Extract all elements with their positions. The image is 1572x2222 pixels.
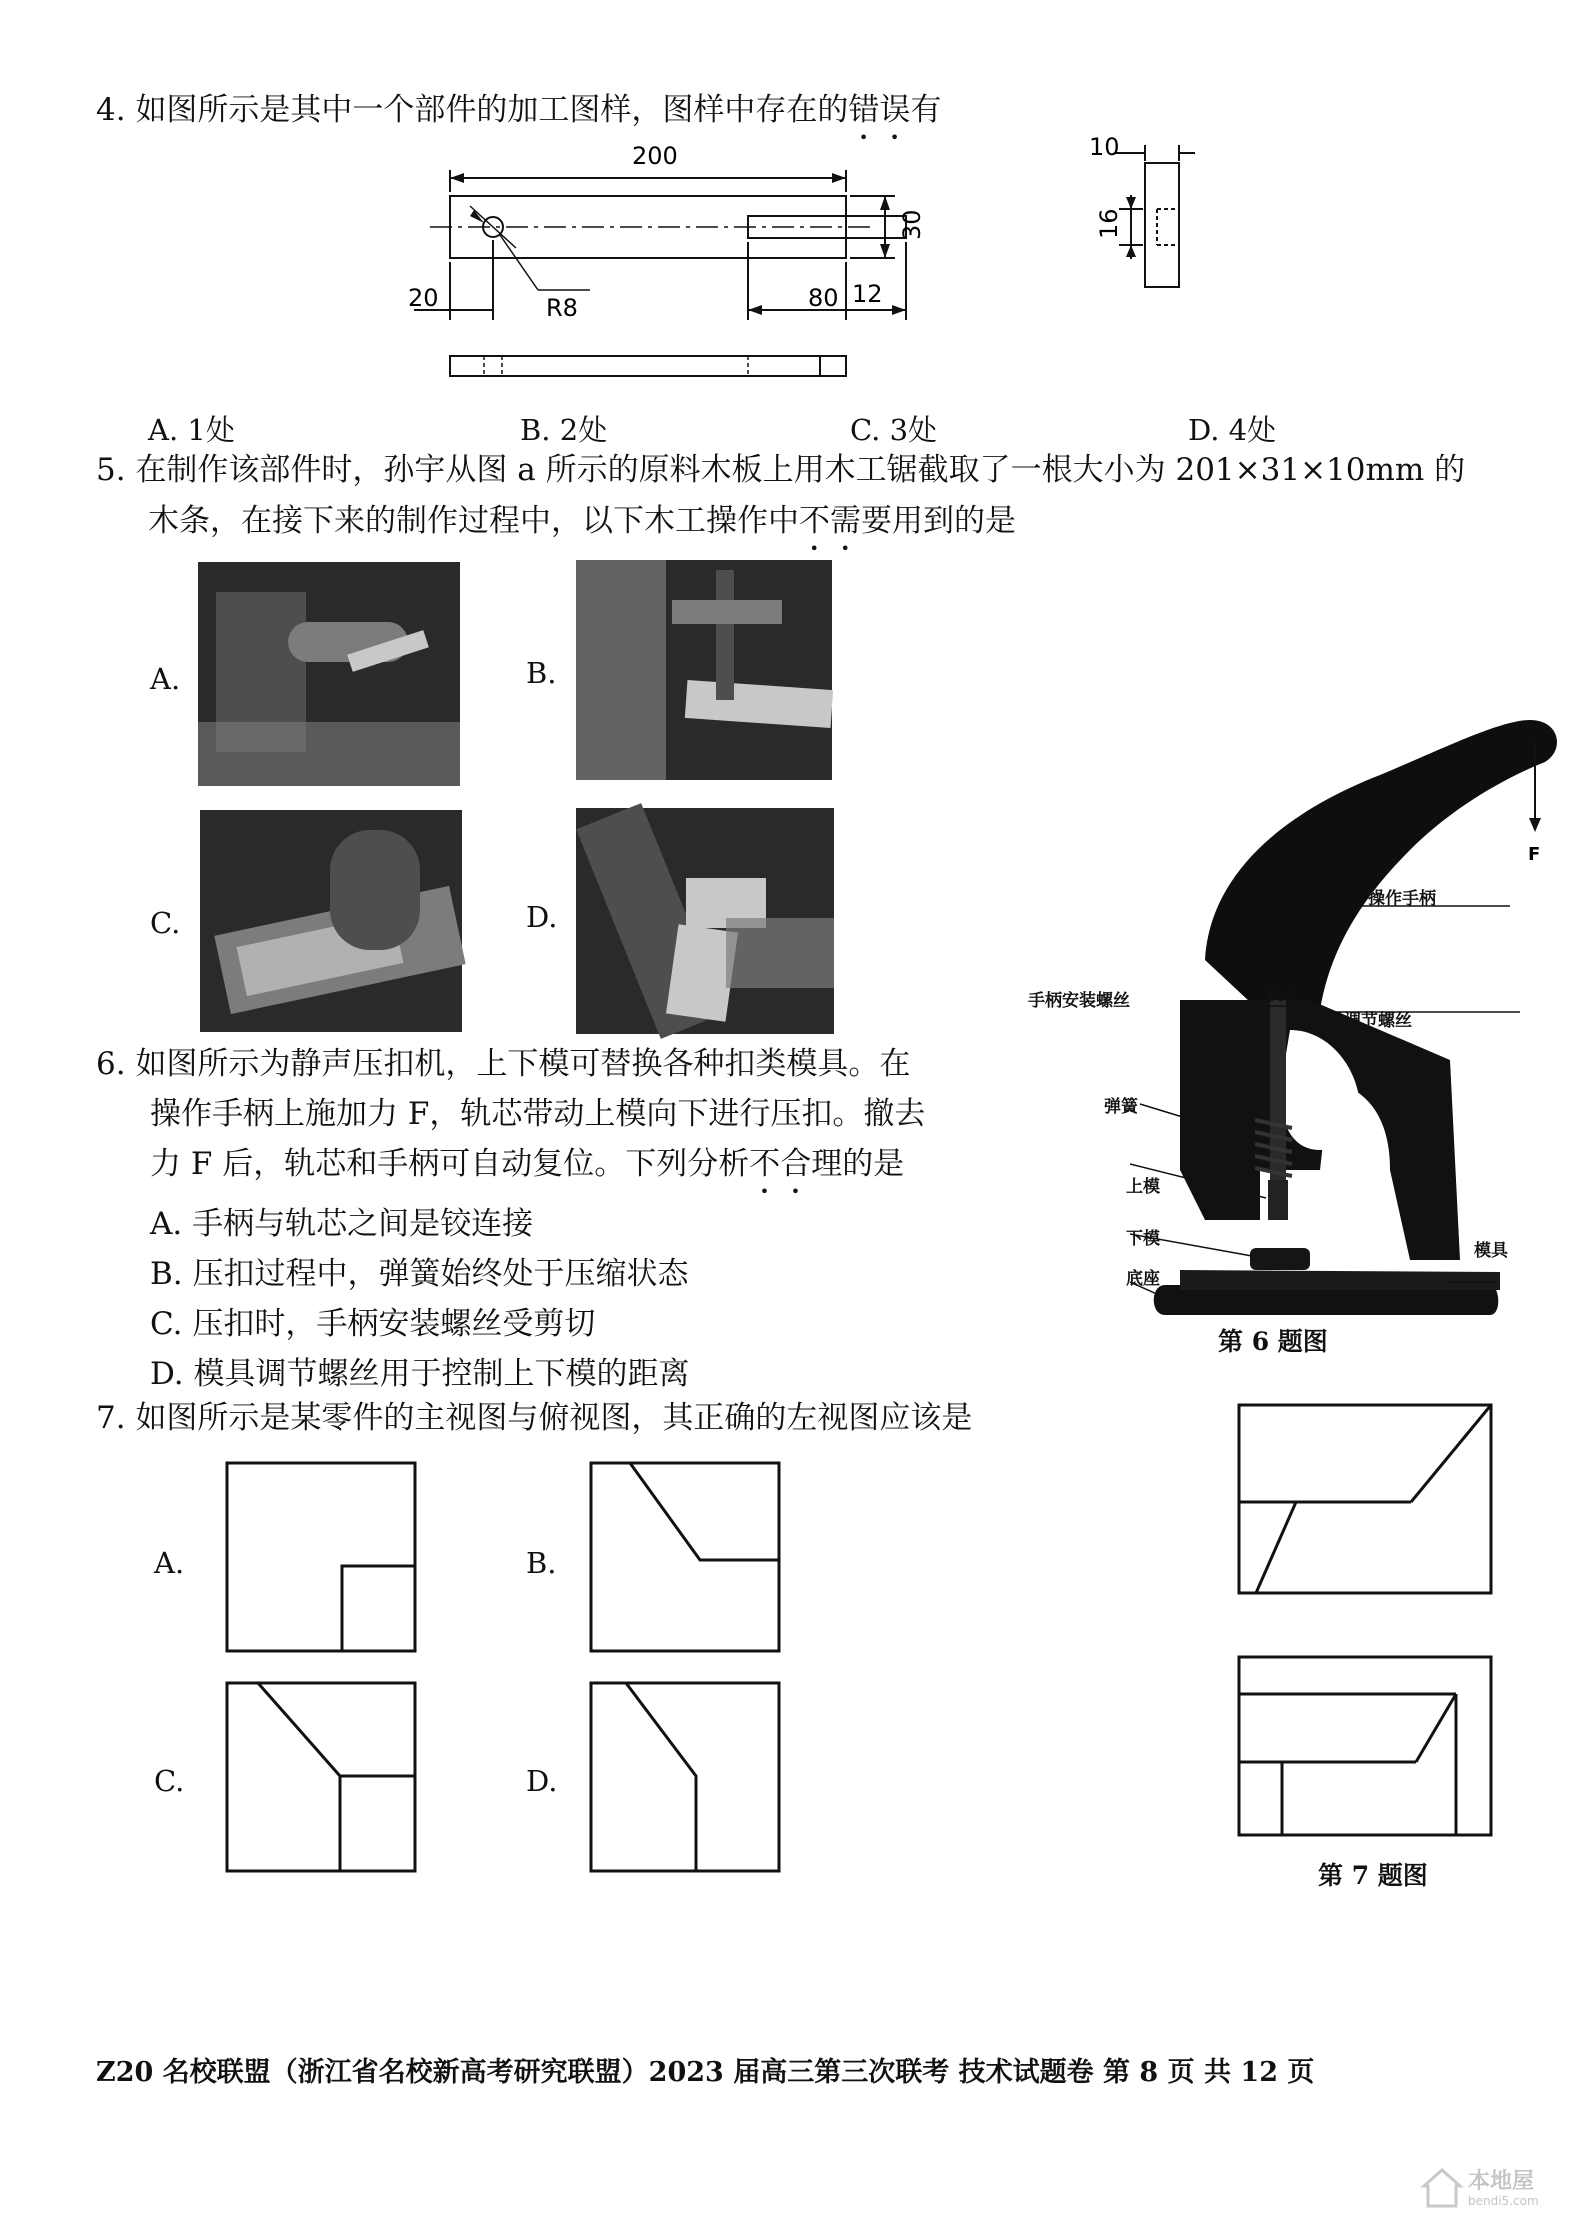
label-core: 轨芯: [1266, 985, 1300, 1005]
label-lower-die: 下模: [1126, 1229, 1160, 1249]
force-label: F: [1528, 844, 1541, 865]
q5-stem-line2: 木条，在接下来的制作过程中，以下木工操作中不需要用到的是: [148, 503, 1016, 539]
q6-option-c[interactable]: C. 压扣时，手柄安装螺丝受剪切: [150, 1306, 596, 1342]
q5-option-c-label[interactable]: C.: [150, 906, 181, 940]
house-icon: [1420, 2166, 1464, 2210]
q5-stem-line1: 5. 在制作该部件时，孙宇从图 a 所示的原料木板上用木工锯截取了一根大小为 201×31×10mm 的: [96, 452, 1466, 488]
q5-option-b-label[interactable]: B.: [526, 656, 557, 690]
q7-option-c-view[interactable]: [224, 1680, 420, 1876]
q6-caption: 第 6 题图: [1218, 1327, 1328, 1356]
dim-30: 30: [898, 209, 926, 240]
q6-option-d[interactable]: D. 模具调节螺丝用于控制上下模的距离: [150, 1356, 690, 1392]
q7-option-c-label[interactable]: C.: [154, 1764, 185, 1798]
q7-option-d-label[interactable]: D.: [526, 1764, 558, 1798]
q7-option-b-label[interactable]: B.: [526, 1546, 557, 1580]
page-footer: Z20 名校联盟（浙江省名校新高考研究联盟）2023 届高三第三次联考 技术试题卷 第 8 页 共 12 页: [96, 2057, 1315, 2088]
q6-stem-line1: 6. 如图所示为静声压扣机，上下模可替换各种扣类模具。在: [96, 1046, 911, 1082]
watermark-title: 本地屋: [1468, 2169, 1535, 2194]
dim-80: 80: [808, 284, 839, 312]
q4-option-b[interactable]: B. 2处: [520, 413, 608, 447]
label-spring: 弹簧: [1104, 1097, 1138, 1117]
q6-stem-line3: 力 F 后，轨芯和手柄可自动复位。下列分析不合理的是: [150, 1146, 905, 1182]
upper-die-shape: [1268, 1180, 1288, 1220]
dim-200: 200: [632, 142, 678, 170]
q6-stem-line2: 操作手柄上施加力 F，轨芯带动上模向下进行压扣。撤去: [150, 1096, 926, 1132]
dim-10: 10: [1089, 133, 1120, 161]
label-handle: 操作手柄: [1368, 889, 1436, 909]
q7-option-a-view[interactable]: [224, 1460, 420, 1656]
core: [1270, 1000, 1286, 1180]
label-handle-screw: 手柄安装螺丝: [1028, 991, 1130, 1011]
label-die: 模具: [1474, 1241, 1508, 1261]
q5-option-a-label[interactable]: A.: [150, 662, 181, 696]
q6-option-a[interactable]: A. 手柄与轨芯之间是铰连接: [150, 1206, 534, 1242]
dim-20: 20: [408, 284, 439, 312]
dim-16: 16: [1095, 208, 1123, 239]
q7-option-a-label[interactable]: A.: [154, 1546, 185, 1580]
q4-stem: 4. 如图所示是其中一个部件的加工图样，图样中存在的错误有: [96, 92, 942, 128]
q7-caption: 第 7 题图: [1318, 1861, 1428, 1890]
q7-stem: 7. 如图所示是某零件的主视图与俯视图，其正确的左视图应该是: [96, 1400, 973, 1436]
q4-option-c[interactable]: C. 3处: [850, 413, 938, 447]
label-adjust-screw: 模具调节螺丝: [1310, 1011, 1412, 1031]
q7-option-d-view[interactable]: [588, 1680, 784, 1876]
q4-side-view: [1075, 135, 1215, 305]
part-top-view: [450, 356, 846, 376]
q5-photo-a[interactable]: [198, 562, 460, 786]
dim-r8: R8: [546, 294, 578, 322]
q4-option-d[interactable]: D. 4处: [1188, 413, 1277, 447]
q7-top-view: [1236, 1654, 1496, 1838]
lower-die-shape: [1250, 1248, 1310, 1270]
watermark-logo: [1420, 2160, 1570, 2220]
q5-photo-d[interactable]: [576, 808, 834, 1034]
q5-photo-b[interactable]: [576, 560, 832, 780]
dim-12: 12: [852, 280, 883, 308]
label-upper-die: 上模: [1126, 1177, 1160, 1197]
q6-option-b[interactable]: B. 压扣过程中，弹簧始终处于压缩状态: [150, 1256, 689, 1292]
q7-front-view: [1236, 1402, 1496, 1598]
q7-option-b-view[interactable]: [588, 1460, 784, 1656]
q5-photo-c[interactable]: [200, 810, 462, 1032]
handle-arm: [1205, 720, 1557, 1030]
label-base: 底座: [1126, 1269, 1160, 1289]
watermark-sub: bendi5.com: [1468, 2194, 1539, 2208]
q4-option-a[interactable]: A. 1处: [148, 413, 235, 447]
q5-option-d-label[interactable]: D.: [526, 900, 558, 934]
